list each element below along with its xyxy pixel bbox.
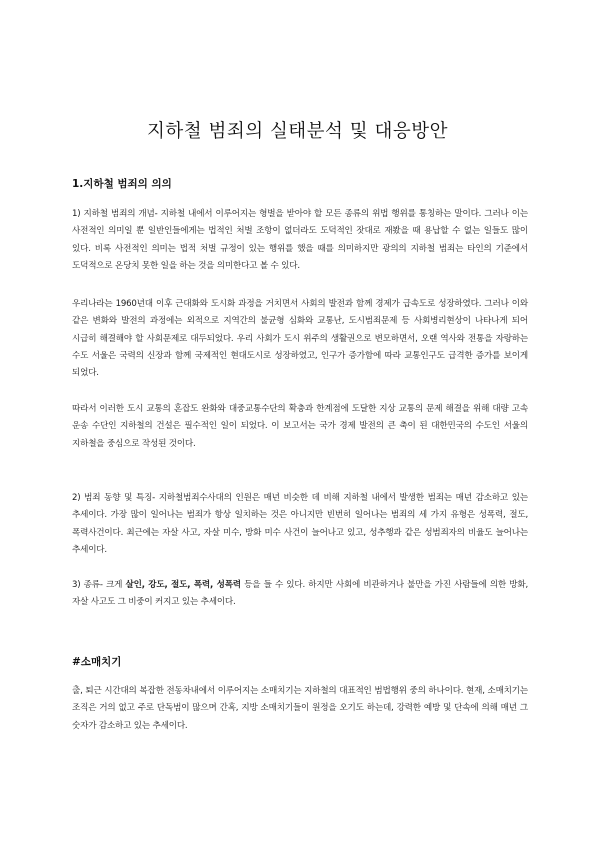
paragraph-crime-types	[72, 577, 528, 612]
paragraph-concept: 1) 지하철 범죄의 개념- 지하철 내에서 이루어지는 형벌을 받아야 할 모든 종류의 위법 행위를 통칭하는 말이다. 그러나 이는 사전적인 의미일 뿐 일반인들에게는 법적인 처벌 조항이 없더라도 도덕적인 잣대로 재봤을 때 용납할 수 없는 일들도 많이 있다. 비록 사전적인 의미는 법적 처벌 규정이 있는 행위를 했을 때를 의미하지만 광의의 지하철 범죄는 타인의 기준에서 도덕적으로 온당치 못한 일을 하는 것을 의미한다고 볼 수 있다.	[72, 209, 528, 271]
paragraph-urbanization: 우리나라는 1960년대 이후 근대화와 도시화 과정을 거치면서 사회의 발전과 함께 경제가 급속도로 성장하였다. 그러나 이와 같은 변화와 발전의 과정에는 외적으로 지역간의 불균형 심화와 교통난, 도시범죄문제 등 사회병리현상이 나타나게 되어 시급히 해결해야 할 사회문제로 대두되었다. 우리 사회가 도시 위주의 생활권으로 변모하면서, 오랜 역사와 전통을 자랑하는 수도 서울은 국력의 신장과 함께 국제적인 현대도시로 성장하였고, 인구가 증가함에 따라 교통인구도 급격한 증가를 보이게 되었다.	[72, 299, 528, 379]
crime-types-prefix: 3) 종류- 크게	[72, 580, 126, 590]
section-heading-pickpocket: #소매치기	[72, 656, 122, 668]
document-title: 지하철 범죄의 실태분석 및 대응방안	[146, 121, 449, 142]
crime-types-list: 살인, 강도, 절도, 폭력, 성폭력	[125, 580, 241, 590]
paragraph-pickpocket: 출, 퇴근 시간대의 복잡한 전동차내에서 이루어지는 소매치기는 지하철의 대표적인 범법행위 중의 하나이다. 현재, 소매치기는 조직은 거의 없고 주로 단독범이 많으며 간혹, 지방 소매치기들이 원정을 오기도 하는데, 강력한 예방 및 단속에 의해 매년 그 숫자가 감소하고 있는 추세이다.	[72, 686, 528, 731]
paragraph-subway-construction: 따라서 이러한 도시 교통의 혼잡도 완화와 대중교통수단의 확충과 한계점에 도달한 지상 교통의 문제 해결을 위해 대량 고속 운송 수단인 지하철의 건설은 필수적인 일이 되었다. 이 보고서는 국가 경제 발전의 큰 축이 된 대한민국의 수도인 서울의 지하철을 중심으로 작성된 것이다.	[72, 404, 528, 449]
section-heading-meaning: 1.지하철 범죄의 의의	[72, 178, 172, 190]
paragraph-crime-trends: 2) 범죄 동향 및 특징- 지하철범죄수사대의 인원은 매년 비슷한 데 비해 지하철 내에서 발생한 범죄는 매년 감소하고 있는 추세이다. 가장 많이 일어나는 범죄가 항상 일치하는 것은 아니지만 빈번히 일어나는 범죄의 세 가지 유형은 성폭력, 절도, 폭력사건이다. 최근에는 자살 사고, 자살 미수, 방화 미수 사건이 늘어나고 있고, 성추행과 같은 성범죄자의 비율도 늘어나는 추세이다.	[72, 493, 528, 555]
crime-types-suffix: 등을 들 수 있다. 하지만 사회에 비관하거나 불만을 가진 사람들에 의한 방화, 자살 사고도 그 비중이 커지고 있는 추세이다.	[72, 580, 529, 608]
